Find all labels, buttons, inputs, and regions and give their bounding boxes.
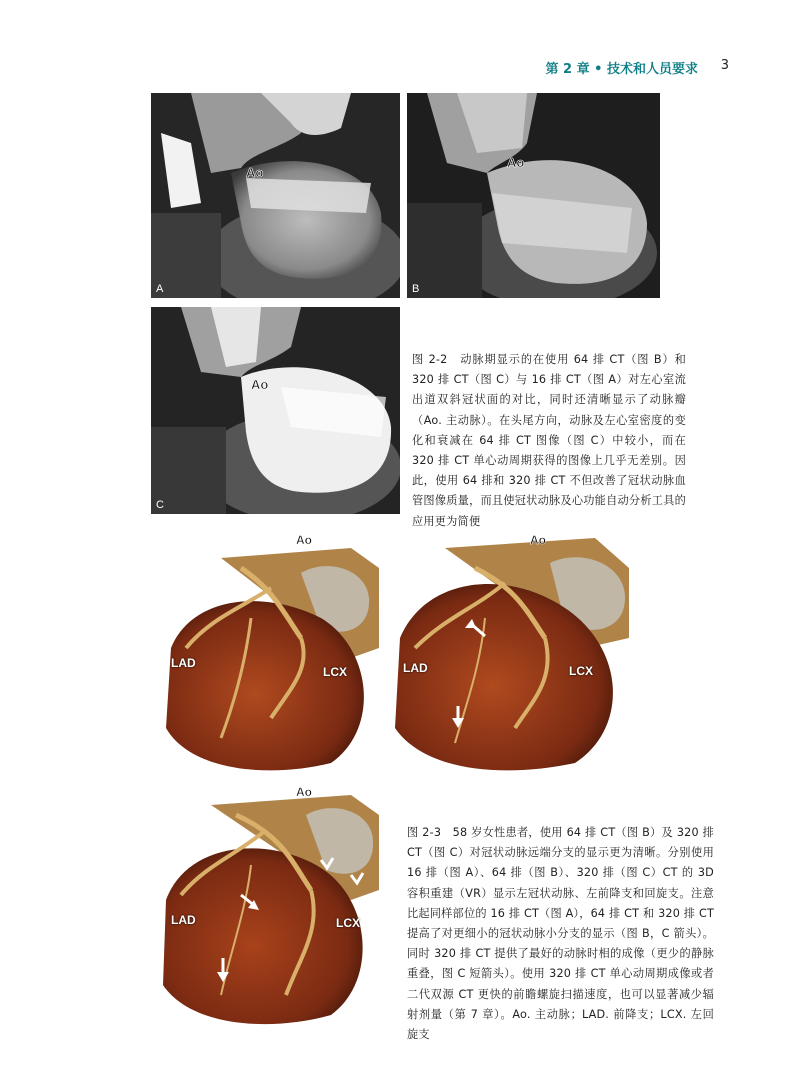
page-number: 3 <box>720 58 729 73</box>
lcx-label: LCX <box>336 916 360 930</box>
figure-2-2-caption: 图 2-2 动脉期显示的在使用 64 排 CT（图 B）和 320 排 CT（图 C）与 16 排 CT（图 A）对左心室流出道双斜冠状面的对比，同时还清晰显示了动脉瓣（Ao. 主动脉）。在头尾方向，动脉及左心室密度的变化和衰减在 64 排 CT 图像（图 C）中较小，而在 320 排 CT 单心动周期获得的图像上几乎无差别。因此，使用 64 排和 320 排 CT 不但改善了冠状动脉血管图像质量，而且使冠状动脉及心功能自动分析工具的应用更为简便 <box>412 353 686 528</box>
lcx-label: LCX <box>569 664 593 678</box>
ao-label: Ao <box>530 533 546 547</box>
panel-letter: C <box>156 499 164 511</box>
panel-letter: C <box>156 1012 164 1024</box>
lad-label: LAD <box>171 913 196 927</box>
panel-letter: B <box>390 757 398 769</box>
figure-2-3-panel-a <box>151 528 379 772</box>
ao-label: Ao <box>246 165 264 180</box>
lad-label: LAD <box>171 656 196 670</box>
running-header <box>0 58 793 78</box>
panel-letter: A <box>156 283 164 295</box>
panel-letter: A <box>156 757 164 769</box>
ao-label: Ao <box>296 533 312 547</box>
lcx-label: LCX <box>323 665 347 679</box>
ao-label: Ao <box>507 155 525 170</box>
figure-2-2-panel-a <box>151 93 400 298</box>
lad-label: LAD <box>403 661 428 675</box>
chapter-title: 第 2 章 • 技术和人员要求 <box>545 62 698 77</box>
ao-label: Ao <box>296 785 312 799</box>
figure-2-3-panel-c <box>151 780 379 1027</box>
figure-2-3-panel-b <box>385 528 629 772</box>
ao-label: Ao <box>251 377 269 392</box>
figure-2-2-panel-b <box>407 93 660 298</box>
panel-letter: B <box>412 283 420 295</box>
figure-2-3-caption: 图 2-3 58 岁女性患者，使用 64 排 CT（图 B）及 320 排 CT（图 C）对冠状动脉远端分支的显示更为清晰。分别使用 16 排（图 A）、64 排（图 B）、320 排（图 C）CT 的 3D 容积重建（VR）显示左冠状动脉、左前降支和回旋支。注意比起同样部位的 16 排 CT（图 A），64 排 CT 和 320 排 CT 提高了对更细小的冠状动脉小分支的显示（图 B，C 箭头）。同时 320 排 CT 提供了最好的动脉时相的成像（更少的静脉重叠，图 C 短箭头）。使用 320 排 CT 单心动周期成像或者二代双源 CT 更快的前瞻螺旋扫描速度，也可以显著减少辐射剂量（第 7 章）。Ao. 主动脉；LAD. 前降支；LCX. 左回旋支 <box>407 826 714 1042</box>
figure-2-2-panel-c <box>151 307 400 514</box>
